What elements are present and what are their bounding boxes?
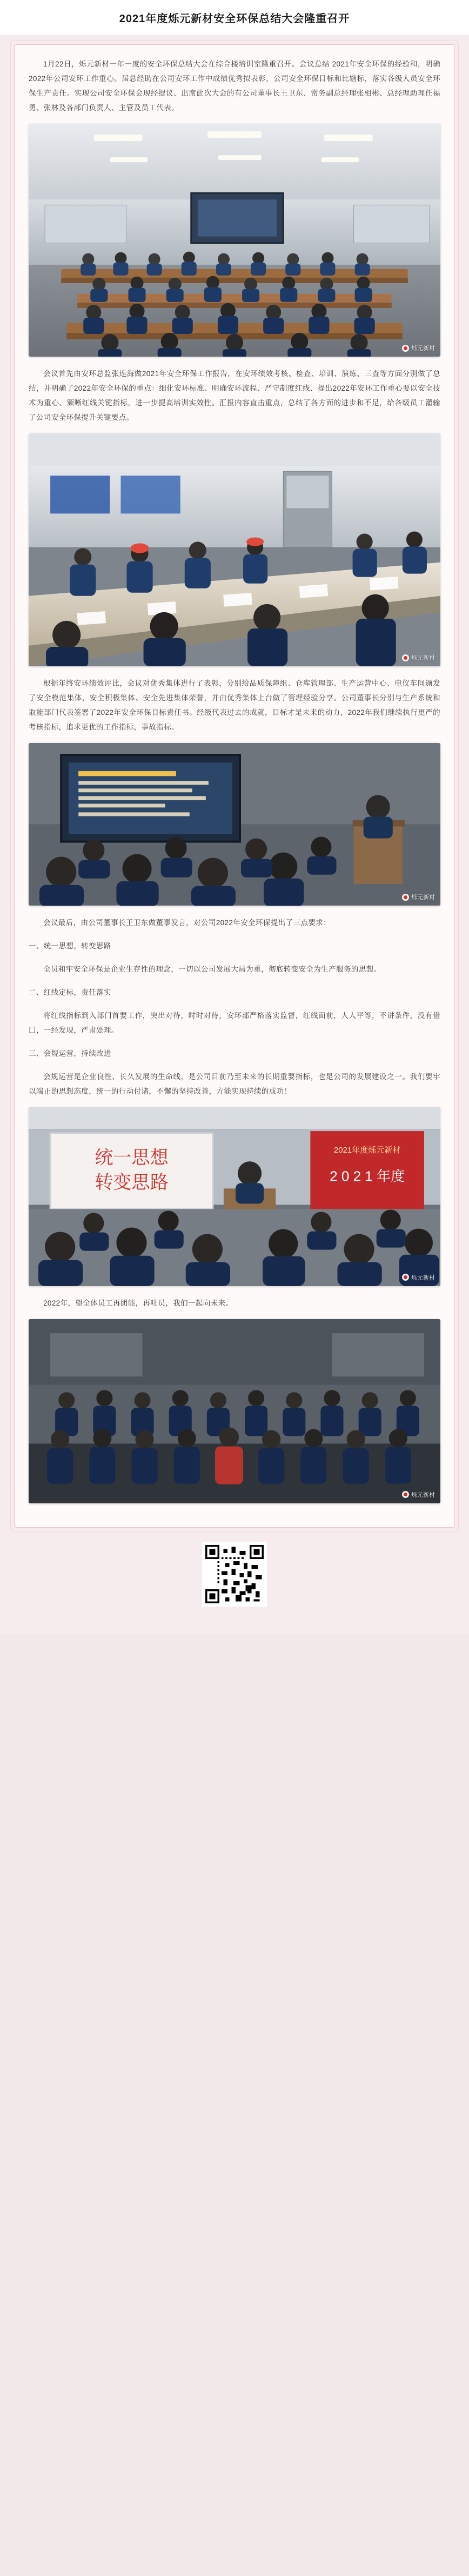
svg-text:统一思想: 统一思想: [95, 1147, 169, 1168]
photo-1-watermark: [402, 344, 435, 352]
paragraph-2: 会议首先由安环总监张连海做2021年安全环保工作报告，在安环绩效考核、检查、培训、演练、三查等方面分别做了总结，并明确了2022年安全环保的重点：细化安环标准、明确安环流程、严守制度红线、提出2022年安环工作重心要以安全技术为重心、颁晰红线关键指标，进一步提高培训实效性。汇报内容直击重点，总结了各方面的进步和不足，给各级员工灌输了公司安全环保提升关键要点。: [29, 370, 440, 422]
photo-award-presentation: [29, 743, 440, 906]
photo-4-image: [29, 1107, 440, 1286]
photo-5-image: [29, 1319, 440, 1503]
paragraph-3: 根据年终安环绩效评比，会议对优秀集体进行了表彰，分别给品质保障组、仓库管理部、生产运营中心、电仪车间颁发了安全模范集体，安全积极集体、安全先进集体荣誉，并由优秀集体上台做了管理经验分享。公司董事长分别与生产系统和取能部门代表签署了2022年安全环保目标责任书。经级代表过去的成就，目标才是未来的动力，2022年我们继续执行更严的考核指标，追求更优的工作指标，事故指标。: [29, 679, 440, 732]
page-title: 2021年度烁元新材安全环保总结大会隆重召开: [119, 12, 350, 25]
photo-meeting-hall-wide: [29, 124, 440, 357]
photo-4-watermark: [402, 1273, 435, 1282]
paragraph-4: 会议最后，由公司董事长王卫东做董事发言，对公司2022年安全环保提出了三点要求：: [43, 919, 331, 927]
brand-logo-icon: [402, 654, 409, 661]
photo-long-table-attendees: [29, 433, 440, 666]
photo-2-watermark: [402, 653, 435, 662]
photo-3-watermark-text: 烁元新材: [411, 894, 435, 901]
paragraph-1: 1月22日，烁元新材一年一度的安全环保总结大会在综合楼培训室隆重召开。会议总结 2021年安全环保的经验和，明确2022年公司安环工作重心。届总经助在公司安环工作中成绩优秀拟表彰，公司安全环保目标和比辖标，落实各级人员安全环保生产责任。实现公司安全环保会现经提议、出席此次大会的有公司董事长王卫东、常务副总经理张相彬、总经理助理任福勇、张林及各部门负责人、主管及员工代表。: [29, 60, 440, 112]
paragraph-7: 二、红线定标，责任落实: [29, 988, 111, 997]
paragraph-6: 全员和牢安全环保是企业生存性的理念，一切以公司发展大局为重，彻底转变安全为生产服务的思想。: [43, 965, 381, 974]
page-title-bar: [0, 0, 469, 35]
brand-logo-icon: [402, 345, 409, 352]
brand-logo-icon: [402, 894, 409, 901]
qr-code-image: [205, 1545, 264, 1603]
photo-2-image: [29, 433, 440, 666]
brand-logo-icon: [402, 1491, 409, 1498]
photo-chairman-speech-screen: [29, 1107, 440, 1286]
paragraph-8: 将红线指标到入部门首要工作，突出对待，时时对待，安环部严格落实监督，红线面前，人人平等，不讲条件，没有借囗，一经发现，严肃处理。: [29, 1012, 440, 1035]
qr-code[interactable]: [202, 1542, 267, 1607]
photo-4-watermark-text: 烁元新材: [411, 1274, 435, 1281]
paragraph-9: 三、会规运营，持续改进: [29, 1049, 111, 1058]
article-card: [14, 44, 455, 1528]
svg-text:转变思路: 转变思路: [95, 1172, 169, 1193]
photo-5-watermark: [402, 1490, 435, 1499]
photo-3-image: [29, 743, 440, 906]
photo-2-watermark-text: 烁元新材: [411, 655, 435, 662]
photo-1-watermark-text: 烁元新材: [411, 345, 435, 352]
photo-group-photo: [29, 1319, 440, 1503]
paragraph-5: 一、统一思想，转变思路: [29, 942, 111, 951]
paragraph-11: 2022年，望全体员工再团能，再吐员，我们一起向未来。: [43, 1299, 233, 1307]
photo-1-image: [29, 124, 440, 357]
svg-text:2 0 2 1 年度: 2 0 2 1 年度: [330, 1168, 405, 1185]
svg-text:2021年度烁元新材: 2021年度烁元新材: [333, 1146, 401, 1155]
photo-5-watermark-text: 烁元新材: [411, 1491, 435, 1498]
brand-logo-icon: [402, 1274, 409, 1281]
qr-code-section: [0, 1528, 469, 1612]
photo-3-watermark: [402, 893, 435, 901]
paragraph-10: 会规运营是企业良性、长久发展的生命线，是公司目前乃至未来的长期重要指标，也是公司的发展建设之一。我们要牢以端正的思想态度，统一的行动付诸，不懈的坚持改善，方能实现持续的成功！: [29, 1073, 440, 1096]
